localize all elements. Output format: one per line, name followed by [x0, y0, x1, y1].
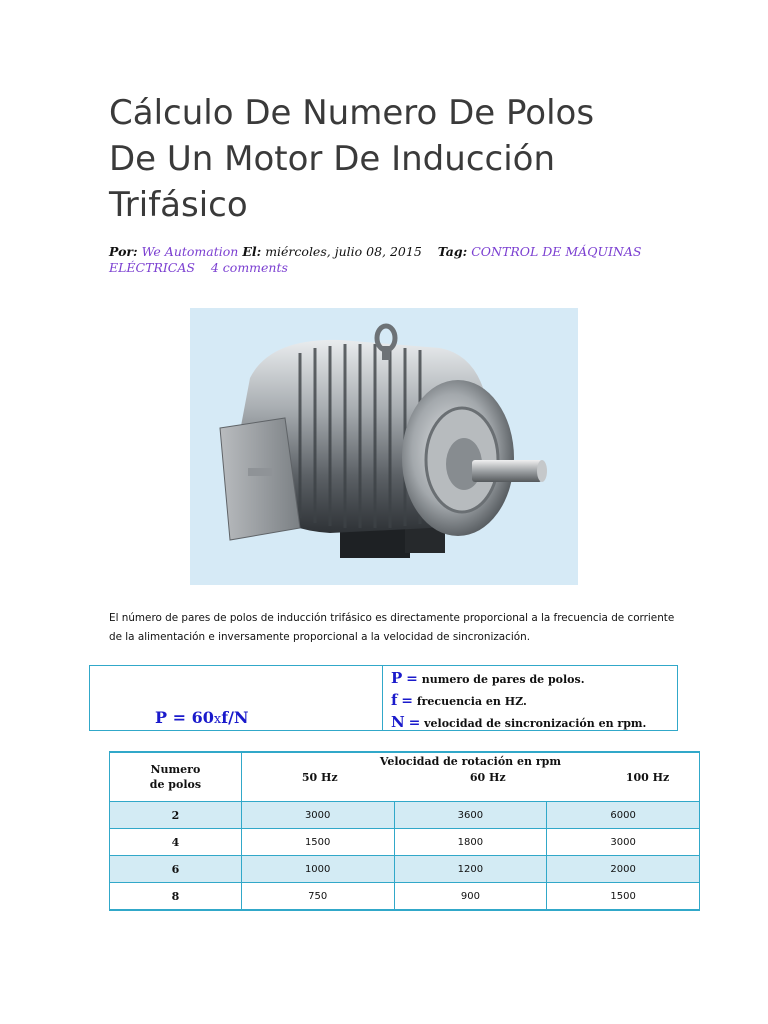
header-speed	[241, 752, 699, 802]
date-label: El:	[242, 244, 262, 259]
table-row: 4 1500 1800 3000	[110, 829, 700, 856]
formula-rhs: f/N	[221, 708, 249, 727]
motor-image	[190, 308, 578, 585]
freq-50: 50 Hz	[301, 771, 338, 784]
intro-paragraph: El número de pares de polos de inducción trifásico es directamente proporcional a la frecuencia de corriente de la alimentación e inversamente proporcional a la velocidad de sincronización.	[109, 612, 675, 643]
title-line-3: Trifásico	[109, 185, 248, 225]
tag-label: Tag:	[437, 244, 468, 259]
author-link[interactable]: We Automation	[141, 244, 239, 259]
variable-f: f = frecuencia en HZ.	[391, 691, 527, 709]
post-meta	[109, 244, 669, 276]
formula-times: x	[213, 712, 222, 727]
table-row: 2 3000 3600 6000	[110, 802, 700, 829]
title-line-2: De Un Motor De Inducción	[109, 139, 556, 179]
comments-link[interactable]: 4 comments	[210, 260, 288, 275]
induction-motor-illustration	[190, 308, 578, 585]
header-poles: Numero de polos	[110, 752, 242, 802]
title-line-1: Cálculo De Numero De Polos	[109, 93, 595, 133]
formula-lhs: P = 60	[155, 708, 214, 727]
formula-variables	[391, 668, 646, 734]
freq-100: 100 Hz	[625, 771, 670, 784]
variable-p: P = numero de pares de polos.	[391, 669, 585, 687]
table-row: 6 1000 1200 2000	[110, 856, 700, 883]
table-row: 8 750 900 1500	[110, 883, 700, 911]
speed-caption: Velocidad de rotación en rpm	[379, 755, 561, 768]
formula-table	[89, 665, 678, 731]
variable-n: N = velocidad de sincronización en rpm.	[391, 713, 647, 731]
by-label: Por:	[109, 244, 138, 259]
pole-formula	[155, 708, 249, 727]
freq-60: 60 Hz	[469, 771, 506, 784]
tag-link[interactable]: CONTROL DE MÁQUINAS ELÉCTRICAS	[109, 244, 642, 275]
rpm-table	[109, 751, 700, 911]
article-title	[109, 90, 709, 228]
post-date: miércoles, julio 08, 2015	[265, 244, 422, 259]
